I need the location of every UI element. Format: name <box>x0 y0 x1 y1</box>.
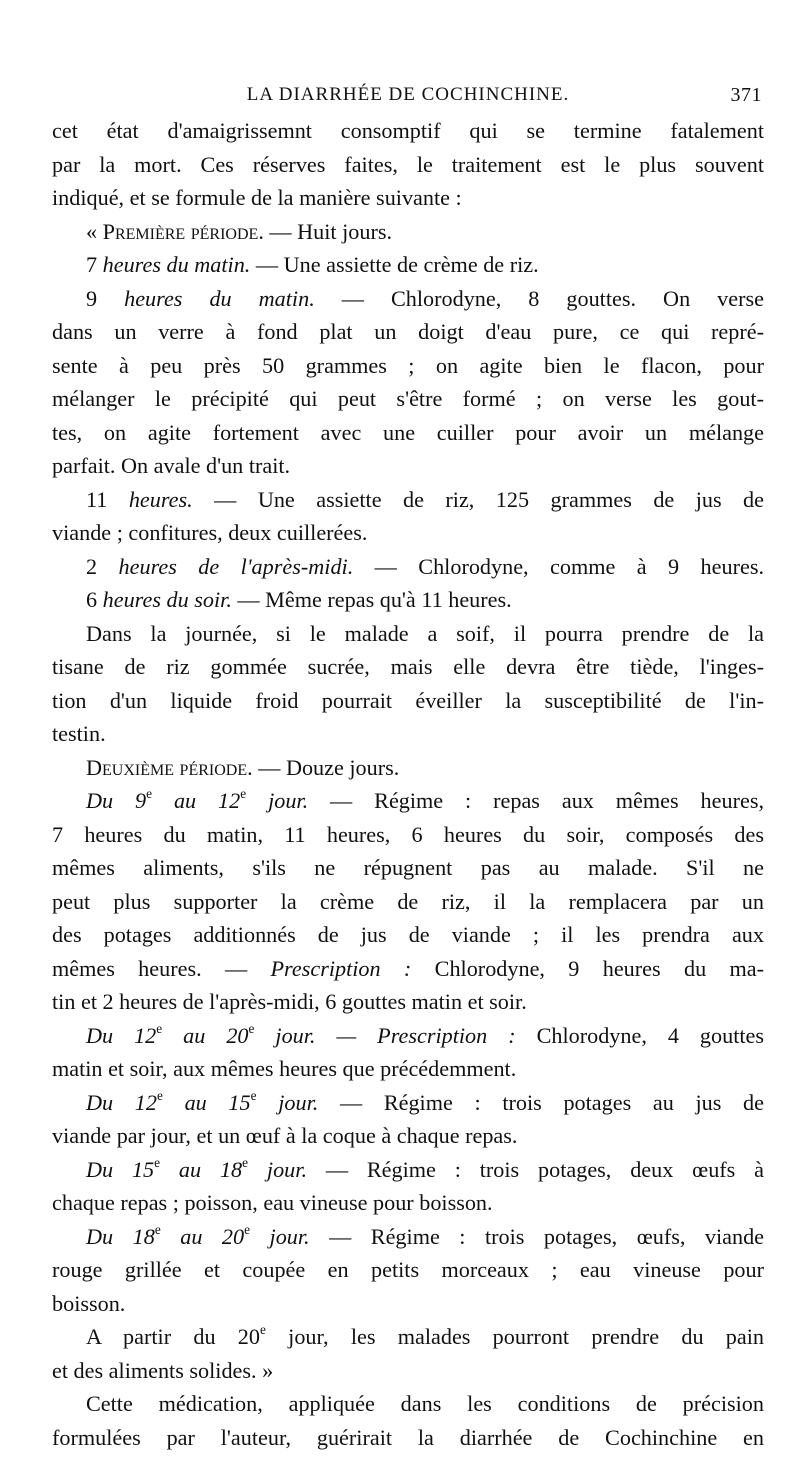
text-segment: testin. <box>52 721 106 746</box>
text-segment: Chlorodyne, 9 heures du ma- <box>411 955 764 981</box>
text-segment: Dans la journée, si le malade a soif, il pourra prendre de la <box>86 620 764 646</box>
text-segment: . — Huit jours. <box>258 218 393 244</box>
text-line <box>52 650 764 684</box>
text-segment: — Régime : trois potages, deux œufs à <box>307 1156 764 1182</box>
text-line <box>52 1119 764 1153</box>
text-segment: e <box>250 1087 257 1103</box>
text-segment: Première période <box>102 218 259 244</box>
text-line <box>52 784 764 818</box>
text-segment: e <box>156 1087 163 1103</box>
text-line <box>52 717 764 751</box>
text-line <box>52 550 764 584</box>
text-segment: A partir du 20 <box>86 1324 260 1349</box>
text-line <box>52 215 764 249</box>
text-segment: heures. <box>128 486 193 512</box>
text-line <box>52 918 764 952</box>
text-line <box>52 181 764 215</box>
text-line <box>52 1019 764 1053</box>
text-line <box>52 148 764 182</box>
text-line <box>52 952 764 986</box>
text-segment: boisson. <box>52 1290 126 1316</box>
text-line <box>52 1086 764 1120</box>
text-segment: 2 <box>86 553 119 579</box>
text-segment: — Régime : trois potages, œufs, viande <box>309 1223 764 1249</box>
text-segment: Du 9 <box>86 788 147 813</box>
text-segment: jour. — Prescription : <box>254 1022 516 1048</box>
text-segment: au 15 <box>162 1089 251 1115</box>
text-segment: peut plus supporter la crème de riz, il la remplacera par un <box>52 888 764 914</box>
text-segment: — Régime : trois potages au jus de <box>318 1089 764 1115</box>
text-segment: 6 <box>86 587 103 612</box>
text-segment: 7 heures du matin, 11 heures, 6 heures du soir, composés des <box>52 821 764 847</box>
page-number: 371 <box>730 84 762 106</box>
body-text <box>52 114 764 1454</box>
text-segment: cet état d'amaigrissemnt consomptif qui se termine fatalement <box>52 118 764 143</box>
text-segment: 11 <box>86 486 129 512</box>
text-segment: — Même repas qu'à 11 heures. <box>231 587 512 612</box>
text-segment: Deuxième période <box>86 754 248 780</box>
text-line <box>52 282 764 316</box>
text-segment: viande ; confitures, deux cuillerées. <box>52 520 368 545</box>
running-title: LA DIARRHÉE DE COCHINCHINE. <box>246 84 570 105</box>
text-segment: e <box>156 1020 163 1036</box>
text-segment: tion d'un liquide froid pourrait éveiller la susceptibilité de l'in- <box>52 687 764 713</box>
text-line <box>52 349 764 383</box>
text-segment: heures du matin. <box>124 285 315 311</box>
text-line <box>52 818 764 852</box>
text-segment: 7 <box>86 252 103 277</box>
text-segment: des potages additionnés de jus de viande ; il les prendra aux <box>52 922 764 947</box>
text-segment: formulées par l'auteur, guérirait la diarrhée de Cochinchine en <box>52 1424 764 1450</box>
text-segment: indiqué, et se formule de la manière suivante : <box>52 185 462 210</box>
text-line <box>52 248 764 282</box>
text-segment: e <box>240 786 247 802</box>
text-segment: jour. <box>256 1089 319 1115</box>
text-segment: sente à peu près 50 grammes ; on agite bien le flacon, pour <box>52 352 764 378</box>
text-line <box>52 1320 764 1354</box>
text-line <box>52 1387 764 1421</box>
text-segment: heures du soir. <box>102 587 232 612</box>
text-segment: tes, on agite fortement avec une cuiller pour avoir un mélange <box>52 419 764 445</box>
document-page <box>52 78 764 1454</box>
text-segment: jour. <box>250 1223 310 1249</box>
text-segment: tin et 2 heures de l'après-midi, 6 gouttes matin et soir. <box>52 989 527 1014</box>
text-segment: parfait. On avale d'un trait. <box>52 453 291 478</box>
text-line <box>52 985 764 1019</box>
text-segment: Du 12 <box>86 1089 157 1115</box>
text-line <box>52 1153 764 1187</box>
text-segment: mêmes heures. — <box>52 955 271 981</box>
text-line <box>52 1253 764 1287</box>
text-segment: par la mort. Ces réserves faites, le traitement est le plus souvent <box>52 151 764 177</box>
text-segment: — Une assiette de crème de riz. <box>250 252 539 277</box>
text-segment: Chlorodyne, 4 gouttes <box>515 1022 764 1048</box>
text-segment: Du 15 <box>86 1156 155 1182</box>
text-segment: . — Douze jours. <box>247 754 400 780</box>
text-segment: rouge grillée et coupée en petits morceaux ; eau vineuse pour <box>52 1257 764 1282</box>
text-segment: au 12 <box>152 788 241 813</box>
text-line <box>52 516 764 550</box>
text-segment: matin et soir, aux mêmes heures que précédemment. <box>52 1056 517 1081</box>
text-line <box>52 851 764 885</box>
text-line <box>52 382 764 416</box>
text-line <box>52 416 764 450</box>
text-segment: Du 18 <box>86 1223 155 1249</box>
text-line <box>52 684 764 718</box>
text-segment: chaque repas ; poisson, eau vineuse pour boisson. <box>52 1190 493 1215</box>
text-segment: au 20 <box>160 1223 245 1249</box>
text-line <box>52 617 764 651</box>
text-segment: Du 12 <box>86 1022 157 1048</box>
text-line <box>52 1052 764 1086</box>
text-segment: e <box>154 1154 161 1170</box>
text-segment: viande par jour, et un œuf à la coque à chaque repas. <box>52 1123 518 1148</box>
text-line <box>52 1220 764 1254</box>
text-segment: — Chlorodyne, 8 gouttes. On verse <box>314 285 764 311</box>
text-segment: e <box>154 1221 161 1237</box>
text-segment: Cette médication, appliquée dans les conditions de précision <box>86 1391 764 1416</box>
text-line <box>52 449 764 483</box>
text-segment: e <box>260 1322 266 1338</box>
text-segment: Prescription : <box>270 955 412 981</box>
text-segment: — Chlorodyne, comme à 9 heures. <box>353 553 764 579</box>
text-segment: heures du matin. <box>102 252 251 277</box>
text-line <box>52 583 764 617</box>
text-segment: au 18 <box>160 1156 243 1182</box>
text-line <box>52 1421 764 1455</box>
text-segment: — Une assiette de riz, 125 grammes de jus de <box>192 486 764 512</box>
text-line <box>52 114 764 148</box>
text-line <box>52 751 764 785</box>
text-segment: et des aliments solides. » <box>52 1357 274 1383</box>
text-segment: tisane de riz gommée sucrée, mais elle devra être tiède, l'inges- <box>52 654 764 679</box>
text-segment: e <box>248 1020 255 1036</box>
text-segment: e <box>242 1154 249 1170</box>
text-segment: au 20 <box>162 1022 249 1048</box>
text-segment: heures de l'après-midi. <box>118 553 354 579</box>
text-segment: 9 <box>86 285 125 311</box>
text-segment: mêmes aliments, s'ils ne répugnent pas au malade. S'il ne <box>52 855 764 880</box>
text-segment: e <box>244 1221 251 1237</box>
text-segment: jour. <box>246 788 309 813</box>
text-segment: « <box>86 218 103 244</box>
text-line <box>52 1354 764 1388</box>
text-line <box>52 1287 764 1321</box>
text-segment: — Régime : repas aux mêmes heures, <box>308 788 764 813</box>
text-segment: jour, les malades pourront prendre du pain <box>265 1324 764 1349</box>
text-segment: mélanger le précipité qui peut s'être formé ; on verse les gout- <box>52 386 764 411</box>
text-line <box>52 315 764 349</box>
text-line <box>52 885 764 919</box>
page-header <box>52 78 764 114</box>
text-segment: dans un verre à fond plat un doigt d'eau pure, ce qui repré- <box>52 319 764 344</box>
text-segment: jour. <box>248 1156 307 1182</box>
text-segment: e <box>146 786 153 802</box>
text-line <box>52 483 764 517</box>
text-line <box>52 1186 764 1220</box>
